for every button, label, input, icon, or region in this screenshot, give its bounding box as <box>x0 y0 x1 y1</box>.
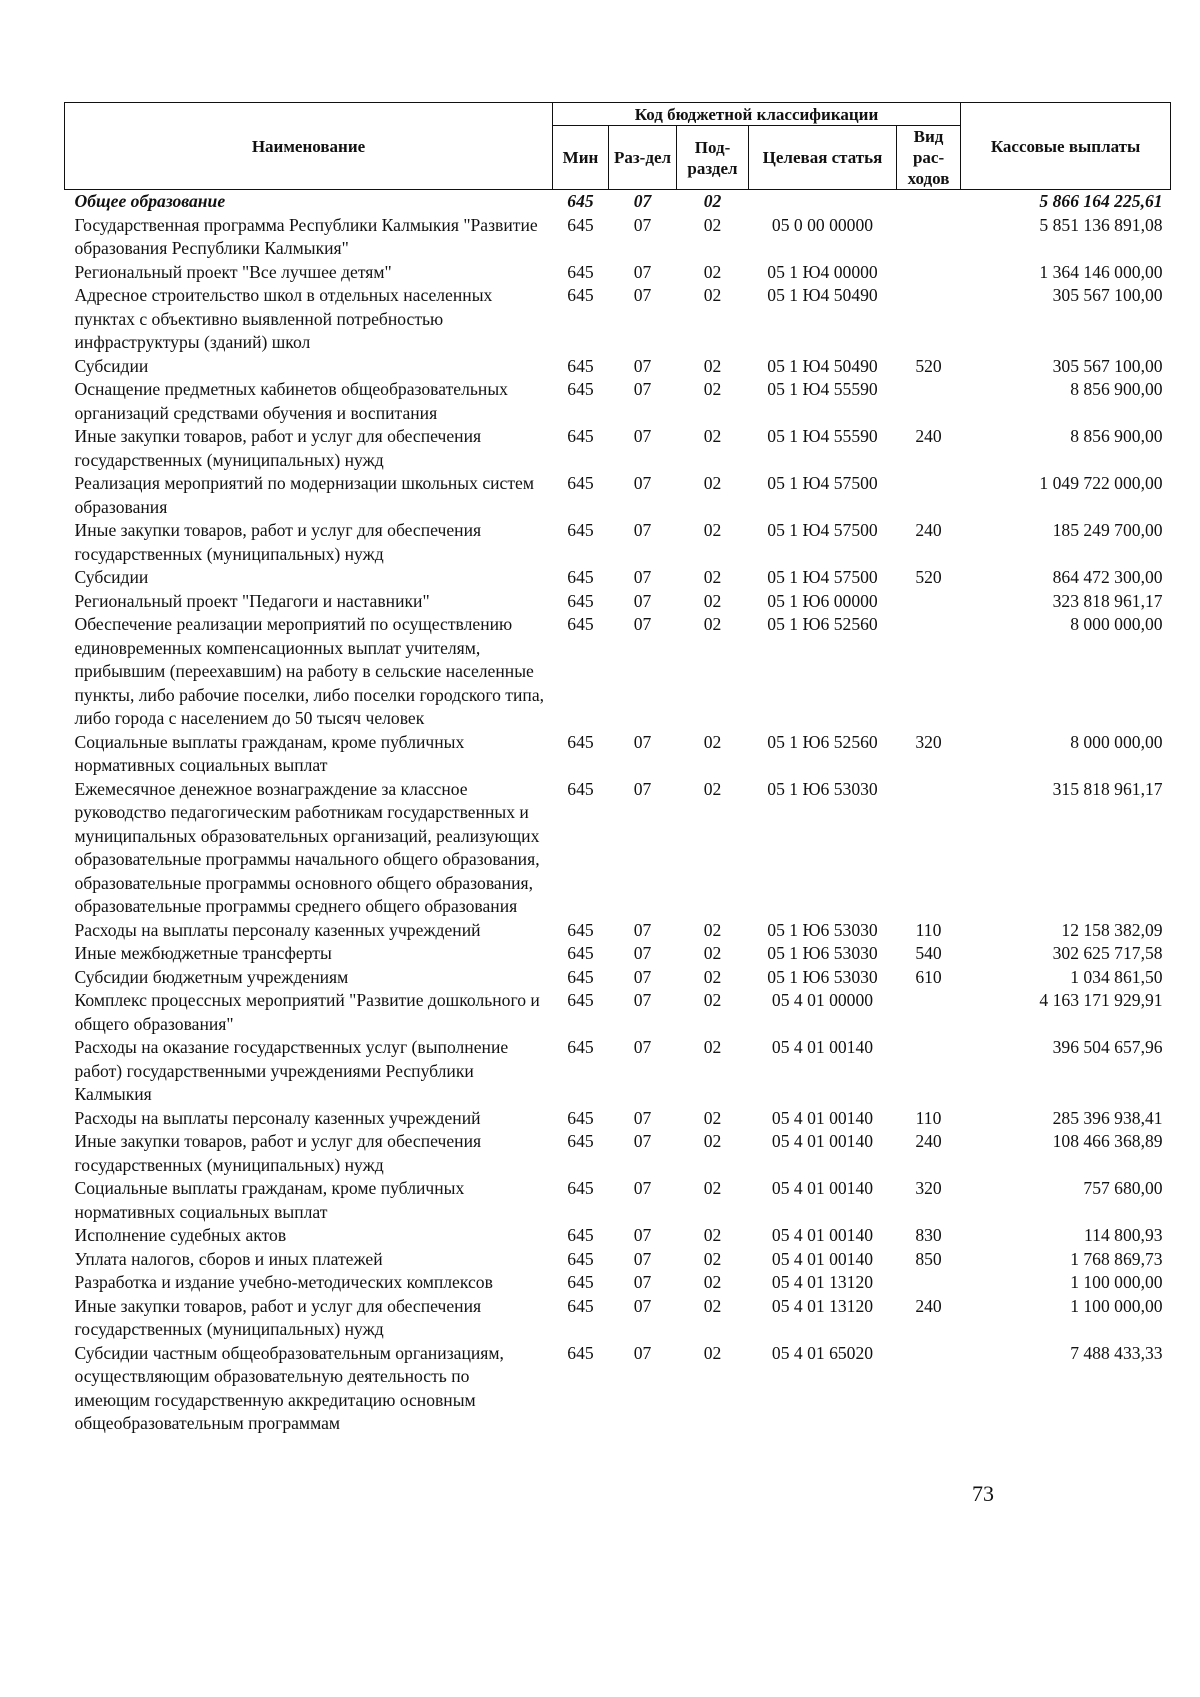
row-name: Реализация мероприятий по модернизации школьных систем образования <box>74 473 534 517</box>
row-sum: 8 000 000,00 <box>1070 614 1163 634</box>
row-min: 645 <box>567 731 594 752</box>
table-header <box>65 103 1171 190</box>
row-vid: 540 <box>915 943 942 963</box>
row-razdel: 07 <box>633 943 652 963</box>
row-sum: 5 851 136 891,08 <box>1039 214 1163 235</box>
row-min: 645 <box>567 614 594 634</box>
row-sum: 5 866 164 225,61 <box>1039 191 1163 211</box>
row-sum: 396 504 657,96 <box>1052 1037 1163 1057</box>
row-min: 645 <box>567 1248 594 1269</box>
row-podrazdel: 02 <box>703 1272 722 1292</box>
row-razdel: 07 <box>633 1037 652 1057</box>
table-row <box>65 378 1171 425</box>
row-vid: 610 <box>915 966 942 987</box>
row-min: 645 <box>567 379 594 399</box>
row-razdel: 07 <box>633 919 652 940</box>
row-target: 05 1 Ю4 50490 <box>767 355 878 376</box>
table-body <box>65 190 1171 1436</box>
row-podrazdel: 02 <box>703 379 722 399</box>
row-razdel: 07 <box>633 590 652 611</box>
row-sum: 305 567 100,00 <box>1052 355 1163 376</box>
row-target: 05 0 00 00000 <box>771 214 874 235</box>
table-row <box>65 1177 1171 1224</box>
row-podrazdel: 02 <box>703 261 722 282</box>
row-sum: 185 249 700,00 <box>1052 520 1163 540</box>
row-razdel: 07 <box>633 285 652 305</box>
row-name: Социальные выплаты гражданам, кроме публичных нормативных социальных выплат <box>74 1178 465 1222</box>
row-sum: 8 856 900,00 <box>1070 379 1163 399</box>
header-name: Наименование <box>65 103 553 190</box>
row-vid <box>897 190 961 214</box>
row-min: 645 <box>567 1037 594 1057</box>
row-name: Субсидии <box>74 355 149 376</box>
row-target: 05 1 Ю4 55590 <box>767 426 878 446</box>
row-podrazdel: 02 <box>703 731 722 752</box>
row-target: 05 1 Ю4 55590 <box>767 379 878 399</box>
row-target: 05 1 Ю6 53030 <box>767 943 878 963</box>
row-razdel: 07 <box>633 191 652 211</box>
table-row <box>65 989 1171 1036</box>
row-target: 05 1 Ю6 53030 <box>767 966 878 987</box>
row-min: 645 <box>567 1295 594 1316</box>
header-target: Целевая статья <box>749 126 897 190</box>
row-name: Расходы на выплаты персоналу казенных учреждений <box>74 919 481 940</box>
header-podrazdel: Под-раздел <box>677 126 749 190</box>
row-min: 645 <box>567 590 594 611</box>
row-razdel: 07 <box>633 520 652 540</box>
row-razdel: 07 <box>633 379 652 399</box>
row-min: 645 <box>567 943 594 963</box>
table-row <box>65 966 1171 990</box>
table-row <box>65 613 1171 731</box>
row-podrazdel: 02 <box>703 778 722 799</box>
row-name: Субсидии <box>74 567 149 587</box>
row-sum: 285 396 938,41 <box>1052 1107 1163 1128</box>
row-target: 05 4 01 00000 <box>771 990 874 1010</box>
row-podrazdel: 02 <box>703 590 722 611</box>
row-vid <box>897 778 961 919</box>
row-name: Государственная программа Республики Калмыкия "Развитие образования Республики Калмыкия" <box>74 214 538 258</box>
row-target: 05 1 Ю6 53030 <box>767 778 878 799</box>
row-name: Уплата налогов, сборов и иных платежей <box>74 1248 383 1269</box>
row-name: Иные закупки товаров, работ и услуг для обеспечения государственных (муниципальных) нужд <box>74 426 482 470</box>
row-vid <box>897 1342 961 1436</box>
row-vid: 830 <box>915 1225 942 1245</box>
row-target: 05 4 01 65020 <box>771 1342 874 1363</box>
budget-table <box>64 102 1171 1436</box>
table-row <box>65 425 1171 472</box>
row-vid <box>897 261 961 285</box>
row-min: 645 <box>567 191 594 211</box>
row-name: Иные межбюджетные трансферты <box>74 943 332 963</box>
table-row <box>65 1271 1171 1295</box>
row-podrazdel: 02 <box>703 919 722 940</box>
table-row <box>65 778 1171 919</box>
row-target <box>749 190 897 214</box>
row-name: Иные закупки товаров, работ и услуг для обеспечения государственных (муниципальных) нужд <box>74 520 482 564</box>
row-podrazdel: 02 <box>703 1342 722 1363</box>
row-podrazdel: 02 <box>703 426 722 446</box>
header-vid: Вид рас-ходов <box>897 126 961 190</box>
row-vid <box>897 1271 961 1295</box>
row-sum: 1 034 861,50 <box>1070 966 1163 987</box>
row-vid <box>897 1036 961 1107</box>
page-number: 73 <box>972 1481 994 1506</box>
row-podrazdel: 02 <box>703 1178 722 1198</box>
row-min: 645 <box>567 520 594 540</box>
row-name: Иные закупки товаров, работ и услуг для обеспечения государственных (муниципальных) нужд <box>74 1295 482 1339</box>
row-name: Расходы на оказание государственных услуг (выполнение работ) государственными учреждениями Республики Калмыкия <box>74 1037 509 1104</box>
row-vid: 110 <box>915 1107 942 1128</box>
row-min: 645 <box>567 1272 594 1292</box>
header-min: Мин <box>553 126 609 190</box>
row-target: 05 4 01 00140 <box>771 1178 874 1198</box>
table-row <box>65 590 1171 614</box>
row-target: 05 1 Ю4 57500 <box>767 567 878 587</box>
row-razdel: 07 <box>633 1342 652 1363</box>
table-row <box>65 519 1171 566</box>
row-target: 05 1 Ю6 52560 <box>767 614 878 634</box>
row-min: 645 <box>567 1225 594 1245</box>
row-razdel: 07 <box>633 1272 652 1292</box>
table-row <box>65 472 1171 519</box>
row-sum: 12 158 382,09 <box>1061 919 1163 940</box>
row-podrazdel: 02 <box>703 943 722 963</box>
row-razdel: 07 <box>633 1178 652 1198</box>
table-row <box>65 731 1171 778</box>
row-name: Региональный проект "Все лучшее детям" <box>74 261 392 282</box>
row-vid <box>897 613 961 731</box>
table-row <box>65 1036 1171 1107</box>
row-name: Адресное строительство школ в отдельных населенных пунктах с объективно выявленной потребностью инфраструктуры (зданий) школ <box>74 285 493 352</box>
row-min: 645 <box>567 426 594 446</box>
row-razdel: 07 <box>633 778 652 799</box>
row-min: 645 <box>567 990 594 1010</box>
table-row <box>65 1107 1171 1131</box>
row-razdel: 07 <box>633 1131 652 1151</box>
row-razdel: 07 <box>633 731 652 752</box>
row-podrazdel: 02 <box>703 285 722 305</box>
row-vid <box>897 472 961 519</box>
row-sum: 305 567 100,00 <box>1052 285 1163 305</box>
row-razdel: 07 <box>633 990 652 1010</box>
row-min: 645 <box>567 214 594 235</box>
row-name: Обеспечение реализации мероприятий по осуществлению единовременных компенсационных выплат учителям, прибывшим (переехавшим) на работу в сельские населенные пункты, либо рабочие поселки, либо поселки городского типа, либо города с населением до 50 тысяч человек <box>74 614 545 728</box>
row-vid: 520 <box>915 567 942 587</box>
row-vid: 240 <box>915 1131 942 1151</box>
row-min: 645 <box>567 1342 594 1363</box>
row-podrazdel: 02 <box>703 1248 722 1269</box>
row-target: 05 1 Ю4 57500 <box>767 520 878 540</box>
row-min: 645 <box>567 1107 594 1128</box>
table-row <box>65 261 1171 285</box>
row-sum: 114 800,93 <box>1084 1225 1163 1245</box>
row-name: Разработка и издание учебно-методических комплексов <box>74 1272 493 1292</box>
row-sum: 1 049 722 000,00 <box>1039 473 1163 493</box>
row-razdel: 07 <box>633 261 652 282</box>
row-podrazdel: 02 <box>703 214 722 235</box>
row-vid: 520 <box>915 355 942 376</box>
table-row <box>65 1342 1171 1436</box>
row-target: 05 4 01 00140 <box>771 1225 874 1245</box>
row-sum: 315 818 961,17 <box>1052 778 1163 799</box>
row-target: 05 4 01 00140 <box>771 1107 874 1128</box>
header-sum: Кассовые выплаты <box>961 103 1171 190</box>
table-row <box>65 1295 1171 1342</box>
row-target: 05 4 01 00140 <box>771 1037 874 1057</box>
row-podrazdel: 02 <box>703 1295 722 1316</box>
table-row-total <box>65 190 1171 214</box>
row-podrazdel: 02 <box>703 355 722 376</box>
row-podrazdel: 02 <box>703 990 722 1010</box>
row-vid: 850 <box>915 1248 942 1269</box>
row-target: 05 1 Ю4 00000 <box>767 261 878 282</box>
row-sum: 1 100 000,00 <box>1070 1295 1163 1316</box>
row-sum: 757 680,00 <box>1083 1178 1163 1198</box>
row-name: Оснащение предметных кабинетов общеобразовательных организаций средствами обучения и воспитания <box>74 379 508 423</box>
row-sum: 1 768 869,73 <box>1070 1248 1163 1269</box>
row-vid: 320 <box>915 731 942 752</box>
budget-document <box>64 102 1170 1436</box>
row-podrazdel: 02 <box>703 473 722 493</box>
row-name: Иные закупки товаров, работ и услуг для обеспечения государственных (муниципальных) нужд <box>74 1131 482 1175</box>
row-target: 05 1 Ю6 52560 <box>767 731 878 752</box>
row-sum: 108 466 368,89 <box>1052 1131 1163 1151</box>
row-razdel: 07 <box>633 567 652 587</box>
row-sum: 8 856 900,00 <box>1070 426 1163 446</box>
row-razdel: 07 <box>633 214 652 235</box>
row-sum: 7 488 433,33 <box>1070 1342 1163 1363</box>
row-target: 05 1 Ю4 57500 <box>767 473 878 493</box>
row-razdel: 07 <box>633 426 652 446</box>
row-min: 645 <box>567 919 594 940</box>
row-podrazdel: 02 <box>703 1131 722 1151</box>
row-name: Субсидии частным общеобразовательным организациям, осуществляющим образовательную деятельность по имеющим государственную аккредитацию основным общеобразовательным программам <box>74 1342 504 1433</box>
row-min: 645 <box>567 1178 594 1198</box>
row-podrazdel: 02 <box>703 1107 722 1128</box>
row-min: 645 <box>567 261 594 282</box>
table-row <box>65 1224 1171 1248</box>
table-row <box>65 919 1171 943</box>
row-razdel: 07 <box>633 1107 652 1128</box>
row-razdel: 07 <box>633 473 652 493</box>
row-podrazdel: 02 <box>703 191 722 211</box>
row-vid: 320 <box>915 1178 942 1198</box>
row-name: Субсидии бюджетным учреждениям <box>74 966 349 987</box>
row-vid <box>897 378 961 425</box>
row-razdel: 07 <box>633 614 652 634</box>
row-razdel: 07 <box>633 1248 652 1269</box>
row-vid <box>897 214 961 261</box>
row-target: 05 1 Ю4 50490 <box>767 285 878 305</box>
row-name: Комплекс процессных мероприятий "Развитие дошкольного и общего образования" <box>74 990 540 1034</box>
row-target: 05 4 01 00140 <box>771 1248 874 1269</box>
row-vid: 240 <box>915 1295 942 1316</box>
row-sum: 864 472 300,00 <box>1052 567 1163 587</box>
row-podrazdel: 02 <box>703 614 722 634</box>
row-min: 645 <box>567 355 594 376</box>
row-podrazdel: 02 <box>703 1037 722 1057</box>
row-target: 05 4 01 13120 <box>771 1295 874 1316</box>
row-vid <box>897 590 961 614</box>
row-sum: 1 100 000,00 <box>1070 1272 1163 1292</box>
row-min: 645 <box>567 567 594 587</box>
header-razdel: Раз-дел <box>609 126 677 190</box>
row-min: 645 <box>567 1131 594 1151</box>
row-podrazdel: 02 <box>703 520 722 540</box>
row-min: 645 <box>567 966 594 987</box>
row-sum: 302 625 717,58 <box>1052 943 1163 963</box>
table-row <box>65 566 1171 590</box>
row-min: 645 <box>567 285 594 305</box>
table-row <box>65 1130 1171 1177</box>
row-podrazdel: 02 <box>703 567 722 587</box>
row-sum: 1 364 146 000,00 <box>1039 261 1163 282</box>
table-row <box>65 1248 1171 1272</box>
row-razdel: 07 <box>633 966 652 987</box>
row-vid: 240 <box>915 426 942 446</box>
table-row <box>65 942 1171 966</box>
row-vid: 110 <box>915 919 942 940</box>
row-name: Расходы на выплаты персоналу казенных учреждений <box>74 1107 481 1128</box>
row-vid: 240 <box>915 520 942 540</box>
row-vid <box>897 989 961 1036</box>
row-razdel: 07 <box>633 1295 652 1316</box>
table-row <box>65 355 1171 379</box>
row-target: 05 1 Ю6 00000 <box>767 590 878 611</box>
row-target: 05 4 01 00140 <box>771 1131 874 1151</box>
row-razdel: 07 <box>633 355 652 376</box>
row-min: 645 <box>567 473 594 493</box>
row-sum: 4 163 171 929,91 <box>1039 990 1163 1010</box>
row-name: Общее образование <box>74 191 226 211</box>
row-name: Социальные выплаты гражданам, кроме публичных нормативных социальных выплат <box>74 731 465 775</box>
table-row <box>65 214 1171 261</box>
row-vid <box>897 284 961 355</box>
row-name: Ежемесячное денежное вознаграждение за классное руководство педагогическим работникам государственных и муниципальных образовательных организаций, реализующих образовательные программы начального общего образования, образовательные программы основного общего образования, образовательные программы среднего общего образования <box>74 778 540 916</box>
table-row <box>65 284 1171 355</box>
header-code-group: Код бюджетной классификации <box>553 103 961 126</box>
row-podrazdel: 02 <box>703 966 722 987</box>
row-sum: 8 000 000,00 <box>1070 731 1163 752</box>
row-target: 05 1 Ю6 53030 <box>767 919 878 940</box>
row-podrazdel: 02 <box>703 1225 722 1245</box>
row-target: 05 4 01 13120 <box>771 1272 874 1292</box>
row-name: Региональный проект "Педагоги и наставники" <box>74 590 430 611</box>
row-razdel: 07 <box>633 1225 652 1245</box>
row-sum: 323 818 961,17 <box>1052 590 1163 611</box>
row-name: Исполнение судебных актов <box>74 1225 287 1245</box>
row-min: 645 <box>567 778 594 799</box>
